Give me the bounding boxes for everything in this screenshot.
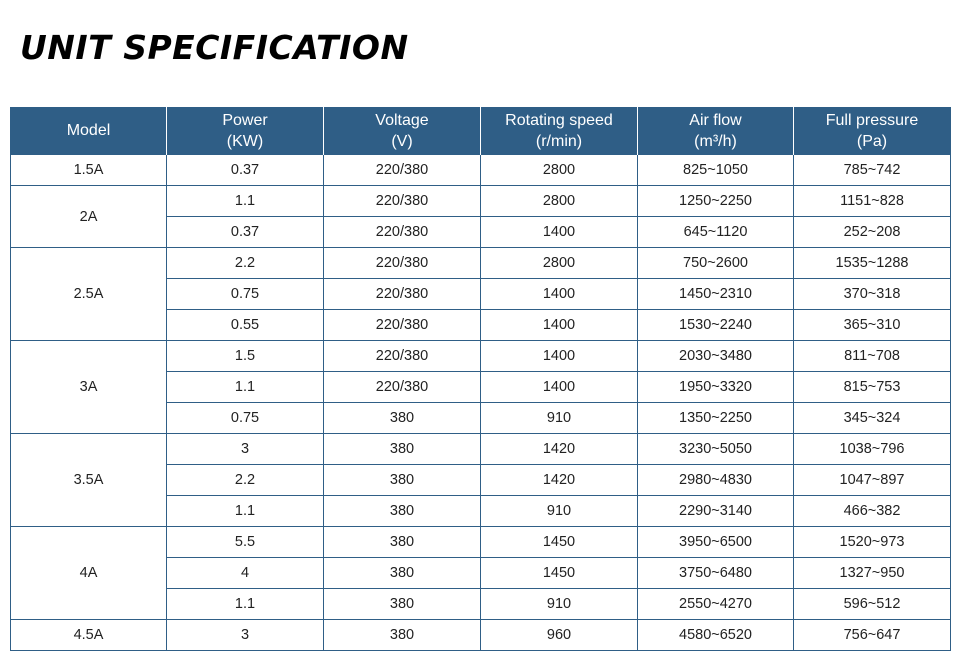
power-cell: 1.1 bbox=[167, 496, 324, 527]
air-flow-cell: 2030~3480 bbox=[638, 341, 794, 372]
rotating-speed-cell: 1450 bbox=[481, 527, 638, 558]
rotating-speed-cell: 960 bbox=[481, 620, 638, 651]
full-pressure-cell: 1151~828 bbox=[794, 186, 951, 217]
spec-table bbox=[10, 107, 951, 651]
rotating-speed-cell: 910 bbox=[481, 496, 638, 527]
air-flow-cell: 4580~6520 bbox=[638, 620, 794, 651]
rotating-speed-cell: 1420 bbox=[481, 434, 638, 465]
air-flow-cell: 1250~2250 bbox=[638, 186, 794, 217]
voltage-cell: 220/380 bbox=[324, 279, 481, 310]
power-cell: 1.1 bbox=[167, 372, 324, 403]
rotating-speed-cell: 1420 bbox=[481, 465, 638, 496]
voltage-cell: 380 bbox=[324, 620, 481, 651]
rotating-speed-cell: 2800 bbox=[481, 186, 638, 217]
voltage-cell: 380 bbox=[324, 434, 481, 465]
full-pressure-cell: 756~647 bbox=[794, 620, 951, 651]
power-cell: 3 bbox=[167, 434, 324, 465]
air-flow-cell: 1950~3320 bbox=[638, 372, 794, 403]
air-flow-cell: 750~2600 bbox=[638, 248, 794, 279]
voltage-cell: 220/380 bbox=[324, 248, 481, 279]
rotating-speed-cell: 1400 bbox=[481, 341, 638, 372]
voltage-cell: 220/380 bbox=[324, 372, 481, 403]
power-cell: 0.75 bbox=[167, 403, 324, 434]
power-cell: 0.55 bbox=[167, 310, 324, 341]
voltage-cell: 380 bbox=[324, 589, 481, 620]
full-pressure-cell: 811~708 bbox=[794, 341, 951, 372]
rotating-speed-cell: 1400 bbox=[481, 279, 638, 310]
rotating-speed-cell: 910 bbox=[481, 403, 638, 434]
rotating-speed-cell: 2800 bbox=[481, 248, 638, 279]
power-cell: 1.5 bbox=[167, 341, 324, 372]
model-cell: 3A bbox=[11, 341, 167, 434]
power-cell: 3 bbox=[167, 620, 324, 651]
full-pressure-cell: 1535~1288 bbox=[794, 248, 951, 279]
rotating-speed-cell: 1450 bbox=[481, 558, 638, 589]
air-flow-cell: 3230~5050 bbox=[638, 434, 794, 465]
col-header-model: Model bbox=[11, 107, 167, 155]
full-pressure-cell: 370~318 bbox=[794, 279, 951, 310]
rotating-speed-cell: 1400 bbox=[481, 310, 638, 341]
rotating-speed-cell: 2800 bbox=[481, 155, 638, 186]
air-flow-cell: 645~1120 bbox=[638, 217, 794, 248]
power-cell: 2.2 bbox=[167, 465, 324, 496]
page-title: UNIT SPECIFICATION bbox=[20, 28, 409, 67]
rotating-speed-cell: 910 bbox=[481, 589, 638, 620]
col-header-power: Power (KW) bbox=[167, 107, 324, 155]
voltage-cell: 380 bbox=[324, 558, 481, 589]
model-cell: 3.5A bbox=[11, 434, 167, 527]
full-pressure-cell: 596~512 bbox=[794, 589, 951, 620]
table-row bbox=[11, 248, 951, 279]
rotating-speed-cell: 1400 bbox=[481, 217, 638, 248]
voltage-cell: 220/380 bbox=[324, 310, 481, 341]
power-cell: 5.5 bbox=[167, 527, 324, 558]
table-row bbox=[11, 341, 951, 372]
air-flow-cell: 1450~2310 bbox=[638, 279, 794, 310]
voltage-cell: 220/380 bbox=[324, 217, 481, 248]
table-row bbox=[11, 527, 951, 558]
air-flow-cell: 1530~2240 bbox=[638, 310, 794, 341]
table-row bbox=[11, 186, 951, 217]
table-body bbox=[11, 155, 951, 651]
voltage-cell: 380 bbox=[324, 403, 481, 434]
power-cell: 0.37 bbox=[167, 155, 324, 186]
full-pressure-cell: 365~310 bbox=[794, 310, 951, 341]
power-cell: 0.37 bbox=[167, 217, 324, 248]
col-header-voltage: Voltage (V) bbox=[324, 107, 481, 155]
power-cell: 0.75 bbox=[167, 279, 324, 310]
air-flow-cell: 2980~4830 bbox=[638, 465, 794, 496]
full-pressure-cell: 252~208 bbox=[794, 217, 951, 248]
air-flow-cell: 3750~6480 bbox=[638, 558, 794, 589]
power-cell: 2.2 bbox=[167, 248, 324, 279]
table-row bbox=[11, 620, 951, 651]
table-row bbox=[11, 155, 951, 186]
air-flow-cell: 2550~4270 bbox=[638, 589, 794, 620]
voltage-cell: 220/380 bbox=[324, 186, 481, 217]
voltage-cell: 380 bbox=[324, 527, 481, 558]
full-pressure-cell: 1038~796 bbox=[794, 434, 951, 465]
model-cell: 4A bbox=[11, 527, 167, 620]
model-cell: 2.5A bbox=[11, 248, 167, 341]
full-pressure-cell: 466~382 bbox=[794, 496, 951, 527]
header-row bbox=[11, 107, 951, 155]
col-header-rotating-speed: Rotating speed (r/min) bbox=[481, 107, 638, 155]
rotating-speed-cell: 1400 bbox=[481, 372, 638, 403]
model-cell: 2A bbox=[11, 186, 167, 248]
model-cell: 4.5A bbox=[11, 620, 167, 651]
voltage-cell: 380 bbox=[324, 465, 481, 496]
full-pressure-cell: 345~324 bbox=[794, 403, 951, 434]
full-pressure-cell: 1520~973 bbox=[794, 527, 951, 558]
full-pressure-cell: 1327~950 bbox=[794, 558, 951, 589]
power-cell: 4 bbox=[167, 558, 324, 589]
air-flow-cell: 3950~6500 bbox=[638, 527, 794, 558]
col-header-full-pressure: Full pressure (Pa) bbox=[794, 107, 951, 155]
full-pressure-cell: 815~753 bbox=[794, 372, 951, 403]
voltage-cell: 380 bbox=[324, 496, 481, 527]
table-row bbox=[11, 434, 951, 465]
air-flow-cell: 1350~2250 bbox=[638, 403, 794, 434]
model-cell: 1.5A bbox=[11, 155, 167, 186]
full-pressure-cell: 1047~897 bbox=[794, 465, 951, 496]
voltage-cell: 220/380 bbox=[324, 341, 481, 372]
power-cell: 1.1 bbox=[167, 589, 324, 620]
power-cell: 1.1 bbox=[167, 186, 324, 217]
air-flow-cell: 2290~3140 bbox=[638, 496, 794, 527]
voltage-cell: 220/380 bbox=[324, 155, 481, 186]
air-flow-cell: 825~1050 bbox=[638, 155, 794, 186]
full-pressure-cell: 785~742 bbox=[794, 155, 951, 186]
col-header-air-flow: Air flow (m³/h) bbox=[638, 107, 794, 155]
